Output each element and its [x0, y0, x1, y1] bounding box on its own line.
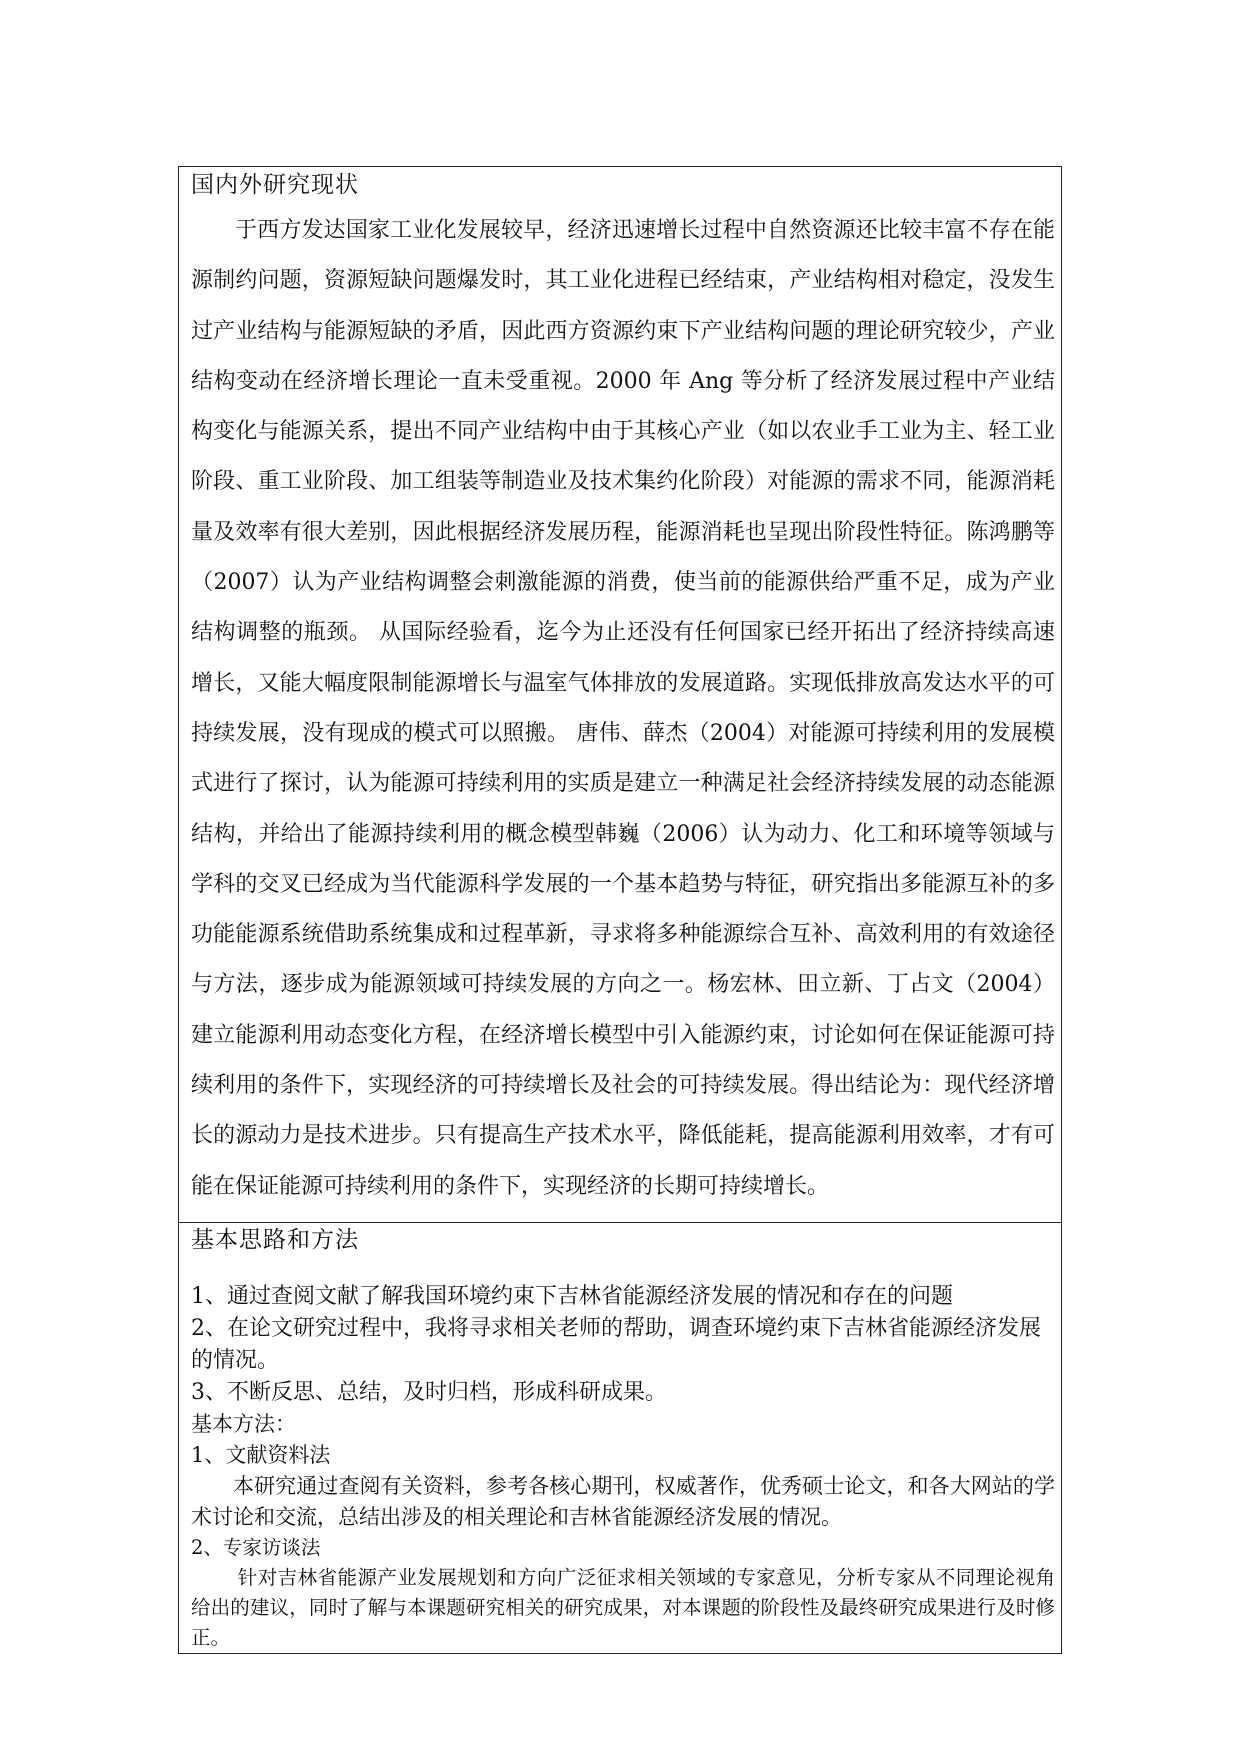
- approach-heading: 基本思路和方法: [191, 1226, 359, 1253]
- method-1-body: 本研究通过查阅有关资料，参考各核心期刊，权威著作，优秀硕士论文，和各大网站的学术讨论和交流，总结出涉及的相关理论和吉林省能源经济发展的情况。: [191, 1473, 1055, 1529]
- proposal-table: [178, 166, 1062, 1654]
- approach-step-1: 1、通过查阅文献了解我国环境约束下吉林省能源经济发展的情况和存在的问题: [191, 1283, 953, 1309]
- research-status-heading: 国内外研究现状: [191, 172, 359, 198]
- approach-step-3: 3、不断反思、总结，及时归档，形成科研成果。: [191, 1379, 667, 1405]
- method-1-title: 1、文献资料法: [191, 1442, 331, 1467]
- approach-content: [191, 1281, 1055, 1653]
- research-status-section: [179, 167, 1061, 1222]
- method-2-title: 2、专家访谈法: [191, 1535, 321, 1559]
- methods-label: 基本方法：: [191, 1411, 296, 1436]
- research-status-body: 于西方发达国家工业化发展较早，经济迅速增长过程中自然资源还比较丰富不存在能源制约问题，资源短缺问题爆发时，其工业化进程已经结束，产业结构相对稳定，没发生过产业结构与能源短缺的矛盾，因此西方资源约束下产业结构问题的理论研究较少，产业结构变动在经济增长理论一直未受重视。2000 年 Ang 等分析了经济发展过程中产业结构变化与能源关系，提出不同产业结构中由于其核心产业（如以农业手工业为主、轻工业阶段、重工业阶段、加工组装等制造业及技术集约化阶段）对能源的需求不同，能源消耗量及效率有很大差别，因此根据经济发展历程，能源消耗也呈现出阶段性特征。陈鸿鹏等（2007）认为产业结构调整会刺激能源的消费，使当前的能源供给严重不足，成为产业结构调整的瓶颈。 从国际经验看，迄今为止还没有任何国家已经开拓出了经济持续高速增长，又能大幅度限制能源增长与温室气体排放的发展道路。实现低排放高发达水平的可持续发展，没有现成的模式可以照搬。 唐伟、薛杰（2004）对能源可持续利用的发展模式进行了探讨，认为能源可持续利用的实质是建立一种满足社会经济持续发展的动态能源结构，并给出了能源持续利用的概念模型韩巍（2006）认为动力、化工和环境等领域与学科的交叉已经成为当代能源科学发展的一个基本趋势与特征，研究指出多能源互补的多功能能源系统借助系统集成和过程革新，寻求将多种能源综合互补、高效利用的有效途径与方法，逐步成为能源领域可持续发展的方向之一。杨宏林、田立新、丁占文（2004）建立能源利用动态变化方程，在经济增长模型中引入能源约束，讨论如何在保证能源可持续利用的条件下，实现经济的可持续增长及社会的可持续发展。得出结论为：现代经济增长的源动力是技术进步。只有提高生产技术水平，降低能耗，提高能源利用效率，才有可能在保证能源可持续利用的条件下，实现经济的长期可持续增长。: [191, 218, 1055, 1199]
- approach-step-2: 2、在论文研究过程中，我将寻求相关老师的帮助，调查环境约束下吉林省能源经济发展的情况。: [191, 1315, 1041, 1373]
- approach-section: [179, 1222, 1061, 1653]
- method-2-body: 针对吉林省能源产业发展规划和方向广泛征求相关领域的专家意见，分析专家从不同理论视角给出的建议，同时了解与本课题研究相关的研究成果，对本课题的阶段性及最终研究成果进行及时修正。: [191, 1565, 1055, 1649]
